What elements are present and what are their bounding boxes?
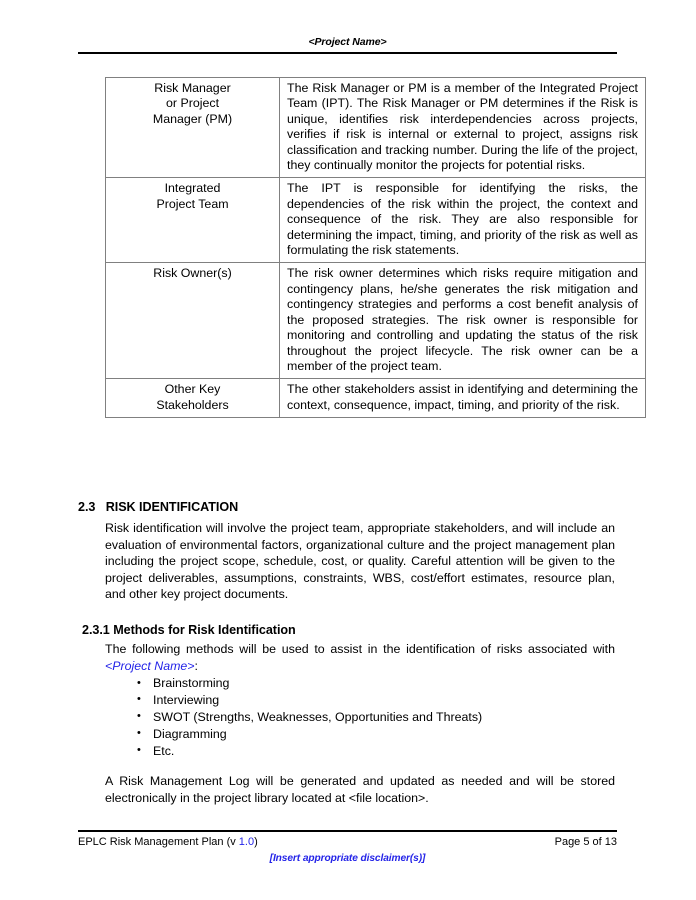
role-name-cell [106, 178, 280, 263]
footer-disclaimer: [Insert appropriate disclaimer(s)] [269, 853, 426, 864]
table-row [106, 78, 646, 178]
footer-row [78, 836, 617, 850]
subsection-intro-paragraph [105, 641, 615, 674]
role-description-text: The risk owner determines which risks require mitigation and contingency plans, he/she generates the risk mitigation and contingency strategies and performs a cost benefit analysis of the proposed strategies. The risk owner is responsible for monitoring and controlling and updating the status of the risk throughout the project lifecycle. The risk owner can be a member of the project team. [287, 266, 638, 373]
header-rule [78, 52, 617, 54]
role-description-text: The Risk Manager or PM is a member of the Integrated Project Team (IPT). The Risk Manager or PM determines if the Risk is unique, identifies risk interdependencies across projects, verifies if risk is internal or external to project, assigns risk classification and tracking number. During the life of the project, they continually monitor the projects for potential risks. [287, 81, 638, 173]
footer-title-text-end: ) [254, 836, 258, 848]
role-name-line: Stakeholders [156, 397, 229, 412]
list-item: • Diagramming [153, 726, 623, 743]
methods-list [105, 675, 623, 760]
role-name-line: or Project [165, 96, 220, 111]
role-description-text: The other stakeholders assist in identifying and determining the context, consequence, impact, timing, and priority of the risk. [287, 382, 638, 412]
subsection-heading-2-3-1: 2.3.1 Methods for Risk Identification [82, 623, 296, 637]
footer-rule [78, 830, 617, 832]
risk-log-paragraph: A Risk Management Log will be generated and updated as needed and will be stored electronically in the project library located at <file location>. [105, 774, 615, 805]
footer-title-text: EPLC Risk Management Plan (v [78, 836, 239, 848]
footer-version-number: 1.0 [238, 836, 255, 848]
footer-document-title [78, 836, 258, 849]
role-description-cell [280, 379, 646, 418]
table-row [106, 178, 646, 263]
role-name-cell [106, 379, 280, 418]
role-name-line: Manager (PM) [152, 111, 233, 126]
list-item: • Brainstorming [153, 675, 623, 692]
list-item: • Etc. [153, 743, 623, 760]
document-header [78, 36, 617, 54]
footer-page-number: Page 5 of 13 [554, 836, 617, 848]
intro-text-before: The following methods will be used to assist in the identification of risks associated with [105, 642, 615, 656]
role-name-cell [106, 78, 280, 178]
role-name-line: Other Key [164, 382, 221, 397]
role-name-line: Risk Manager [154, 81, 231, 95]
section-heading-2-3: 2.3 RISK IDENTIFICATION [78, 500, 239, 514]
roles-responsibilities-table [105, 77, 646, 418]
role-description-cell [280, 78, 646, 178]
role-name-line: Project Team [156, 196, 229, 211]
intro-text-after: : [194, 658, 198, 673]
role-description-cell [280, 178, 646, 263]
role-name-line: Integrated [164, 181, 221, 196]
role-description-text: The IPT is responsible for identifying the risks, the dependencies of the risk within the project, the context and consequence of the risk. They are also responsible for determining the impact, timing, and priority of the risk as well as formulating the risk statements. [287, 181, 638, 258]
list-item: • Interviewing [153, 692, 623, 709]
document-footer [78, 830, 617, 865]
project-name-placeholder: <Project Name> [105, 658, 195, 673]
table-row [106, 379, 646, 418]
section-2-3-paragraph: Risk identification will involve the project team, appropriate stakeholders, and will include an evaluation of environmental factors, organizational culture and the project management plan including the project scope, schedule, cost, or quality. Careful attention will be given to the project deliverables, assumptions, constraints, WBS, cost/effort estimates, resource plan, and other key project documents. [105, 521, 615, 602]
role-name-line: Risk Owner(s) [153, 266, 232, 281]
table-row [106, 263, 646, 379]
role-description-cell [280, 263, 646, 379]
header-project-name: <Project Name> [308, 36, 387, 48]
list-item: • SWOT (Strengths, Weaknesses, Opportunities and Threats) [153, 709, 623, 726]
role-name-cell [106, 263, 280, 379]
